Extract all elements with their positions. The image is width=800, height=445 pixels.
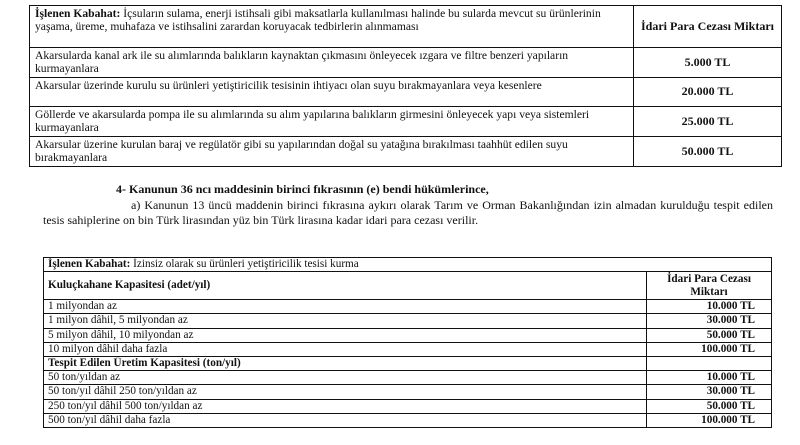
table-row [44, 258, 772, 272]
offense-cell [44, 258, 772, 272]
table-row [30, 77, 782, 106]
section-header: Kuluçkahane Kapasitesi (adet/yıl) [44, 272, 647, 300]
row-text: Akarsular üzerinde kurulu su ürünleri yetiştiricilik tesisinin ihtiyacı olan suyu bırakmayanlara veya kesenlere [30, 77, 634, 106]
row-amount: 30.000 TL [647, 314, 772, 328]
clause-text: a) Kanunun 13 üncü maddenin birinci fıkrasına aykırı olarak Tarım ve Orman Bakanlığından izin almadan kurulduğu tespit edilen tesis sahiplerine on bin Türk lirasından yüz bin Türk lirasına kadar idari para cezası verilir. [43, 198, 773, 227]
fine-table-water-use [29, 5, 782, 167]
table-row [44, 300, 772, 314]
fine-header: İdari Para Cezası Miktarı [647, 272, 772, 300]
article-clause [43, 198, 773, 228]
table-row [44, 357, 772, 371]
row-amount: 50.000 TL [634, 136, 782, 166]
table-row [30, 136, 782, 166]
offense-label: İşlenen Kabahat: [48, 258, 131, 270]
row-amount: 10.000 TL [647, 371, 772, 385]
fine-table-unlicensed-facility [43, 257, 772, 428]
row-amount: 5.000 TL [634, 48, 782, 78]
table-row [30, 48, 782, 78]
row-amount: 50.000 TL [647, 328, 772, 342]
table-row [30, 106, 782, 136]
section-header: Tespit Edilen Üretim Kapasitesi (ton/yıl) [44, 357, 647, 371]
fine-header: İdari Para Cezası Miktarı [634, 6, 782, 48]
row-label: 50 ton/yıl dâhil 250 ton/yıldan az [44, 385, 647, 399]
table-row [44, 371, 772, 385]
row-text: Akarsular üzerine kurulan baraj ve regülatör gibi su yapılarından doğal su yatağına bırakılması taahhüt edilen suyu bırakmayanlara [30, 136, 634, 166]
offense-label: İşlenen Kabahat: [35, 7, 121, 20]
offense-text: İzinsiz olarak su ürünleri yetiştiricilik tesisi kurma [133, 258, 359, 270]
row-amount: 25.000 TL [634, 106, 782, 136]
table-row [44, 342, 772, 356]
offense-text: İçsuların sulama, enerji istihsali gibi maksatlarla kullanılması halinde bu sularda mevcut su ürünlerinin yaşama, üreme, muhafaza ve istihsalini zarardan koruyacak tedbirlerin alınmaması [35, 7, 601, 34]
article-paragraph: 4- Kanunun 36 ncı maddesinin birinci fıkrasının (e) bendi hükümlerince, [116, 182, 489, 196]
offense-cell [30, 6, 634, 48]
row-amount: 50.000 TL [647, 399, 772, 413]
row-text: Göllerde ve akarsularda pompa ile su alımlarında su alım yapılarına balıkların girmesini önleyecek yapı veya sistemleri kurmayanlara [30, 106, 634, 136]
table-row [44, 328, 772, 342]
row-label: 5 milyon dâhil, 10 milyondan az [44, 328, 647, 342]
table-row [44, 272, 772, 300]
table-row [30, 6, 782, 48]
empty-cell [647, 357, 772, 371]
row-amount: 100.000 TL [647, 413, 772, 427]
table-row [44, 385, 772, 399]
row-label: 1 milyon dâhil, 5 milyondan az [44, 314, 647, 328]
row-label: 250 ton/yıl dâhil 500 ton/yıldan az [44, 399, 647, 413]
row-amount: 100.000 TL [647, 342, 772, 356]
row-text: Akarsularda kanal ark ile su alımlarında balıkların kaynaktan çıkmasını önleyecek ızgara ve filtre benzeri yapıların kurmayanlara [30, 48, 634, 78]
row-label: 50 ton/yıldan az [44, 371, 647, 385]
table-row [44, 399, 772, 413]
row-amount: 10.000 TL [647, 300, 772, 314]
row-amount: 30.000 TL [647, 385, 772, 399]
row-label: 1 milyondan az [44, 300, 647, 314]
row-amount: 20.000 TL [634, 77, 782, 106]
row-label: 10 milyon dâhil daha fazla [44, 342, 647, 356]
table-row [44, 413, 772, 427]
row-label: 500 ton/yıl dâhil daha fazla [44, 413, 647, 427]
table-row [44, 314, 772, 328]
